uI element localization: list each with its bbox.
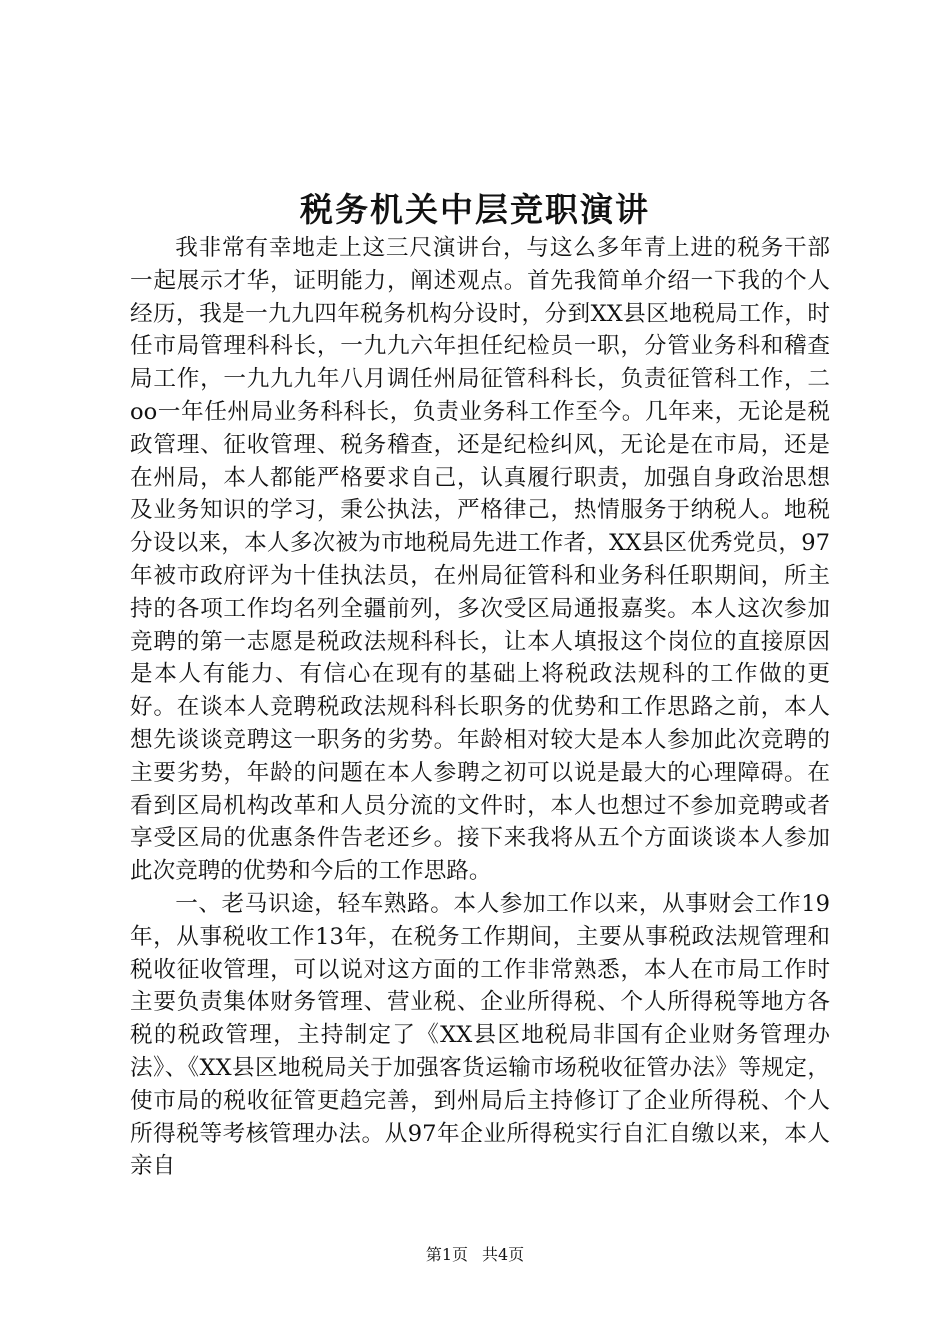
document-body	[130, 232, 830, 1183]
page-total: 共4页	[482, 1245, 525, 1264]
page-number: 第1页	[425, 1245, 468, 1264]
document-title: 税务机关中层竞职演讲	[300, 190, 650, 229]
page-footer	[0, 1244, 950, 1266]
paragraph-intro: 我非常有幸地走上这三尺演讲台，与这么多年青上进的税务干部一起展示才华，证明能力，阐述观点。首先我简单介绍一下我的个人经历，我是一九九四年税务机构分设时，分到XX县区地税局工作，时任市局管理科科长，一九九六年担任纪检员一职，分管业务科和稽查局工作，一九九九年八月调任州局征管科科长，负责征管科工作，二oo一年任州局业务科科长，负责业务科工作至今。几年来，无论是税政管理、征收管理、税务稽查，还是纪检纠风，无论是在市局，还是在州局，本人都能严格要求自己，认真履行职责，加强自身政治思想及业务知识的学习，秉公执法，严格律己，热情服务于纳税人。地税分设以来，本人多次被为市地税局先进工作者，XX县区优秀党员，97年被市政府评为十佳执法员，在州局征管科和业务科任职期间，所主持的各项工作均名列全疆前列，多次受区局通报嘉奖。本人这次参加竞聘的第一志愿是税政法规科科长，让本人填报这个岗位的直接原因是本人有能力、有信心在现有的基础上将税政法规科的工作做的更好。在谈本人竞聘税政法规科科长职务的优势和工作思路之前，本人想先谈谈竞聘这一职务的劣势。年龄相对较大是本人参加此次竞聘的主要劣势，年龄的问题在本人参聘之初可以说是最大的心理障碍。在看到区局机构改革和人员分流的文件时，本人也想过不参加竞聘或者享受区局的优惠条件告老还乡。接下来我将从五个方面谈谈本人参加此次竞聘的优势和今后的工作思路。	[130, 235, 830, 885]
paragraph-section-one: 一、老马识途，轻车熟路。本人参加工作以来，从事财会工作19年，从事税收工作13年，在税务工作期间，主要从事税政法规管理和税收征收管理，可以说对这方面的工作非常熟悉，本人在市局工作时主要负责集体财务管理、营业税、企业所得税、个人所得税等地方各税的税政管理，主持制定了《XX县区地税局非国有企业财务管理办法》、《XX县区地税局关于加强客货运输市场税收征管办法》等规定，使市局的税收征管更趋完善，到州局后主持修订了企业所得税、个人所得税等考核管理办法。从97年企业所得税实行自汇自缴以来，本人亲自	[130, 890, 830, 1180]
